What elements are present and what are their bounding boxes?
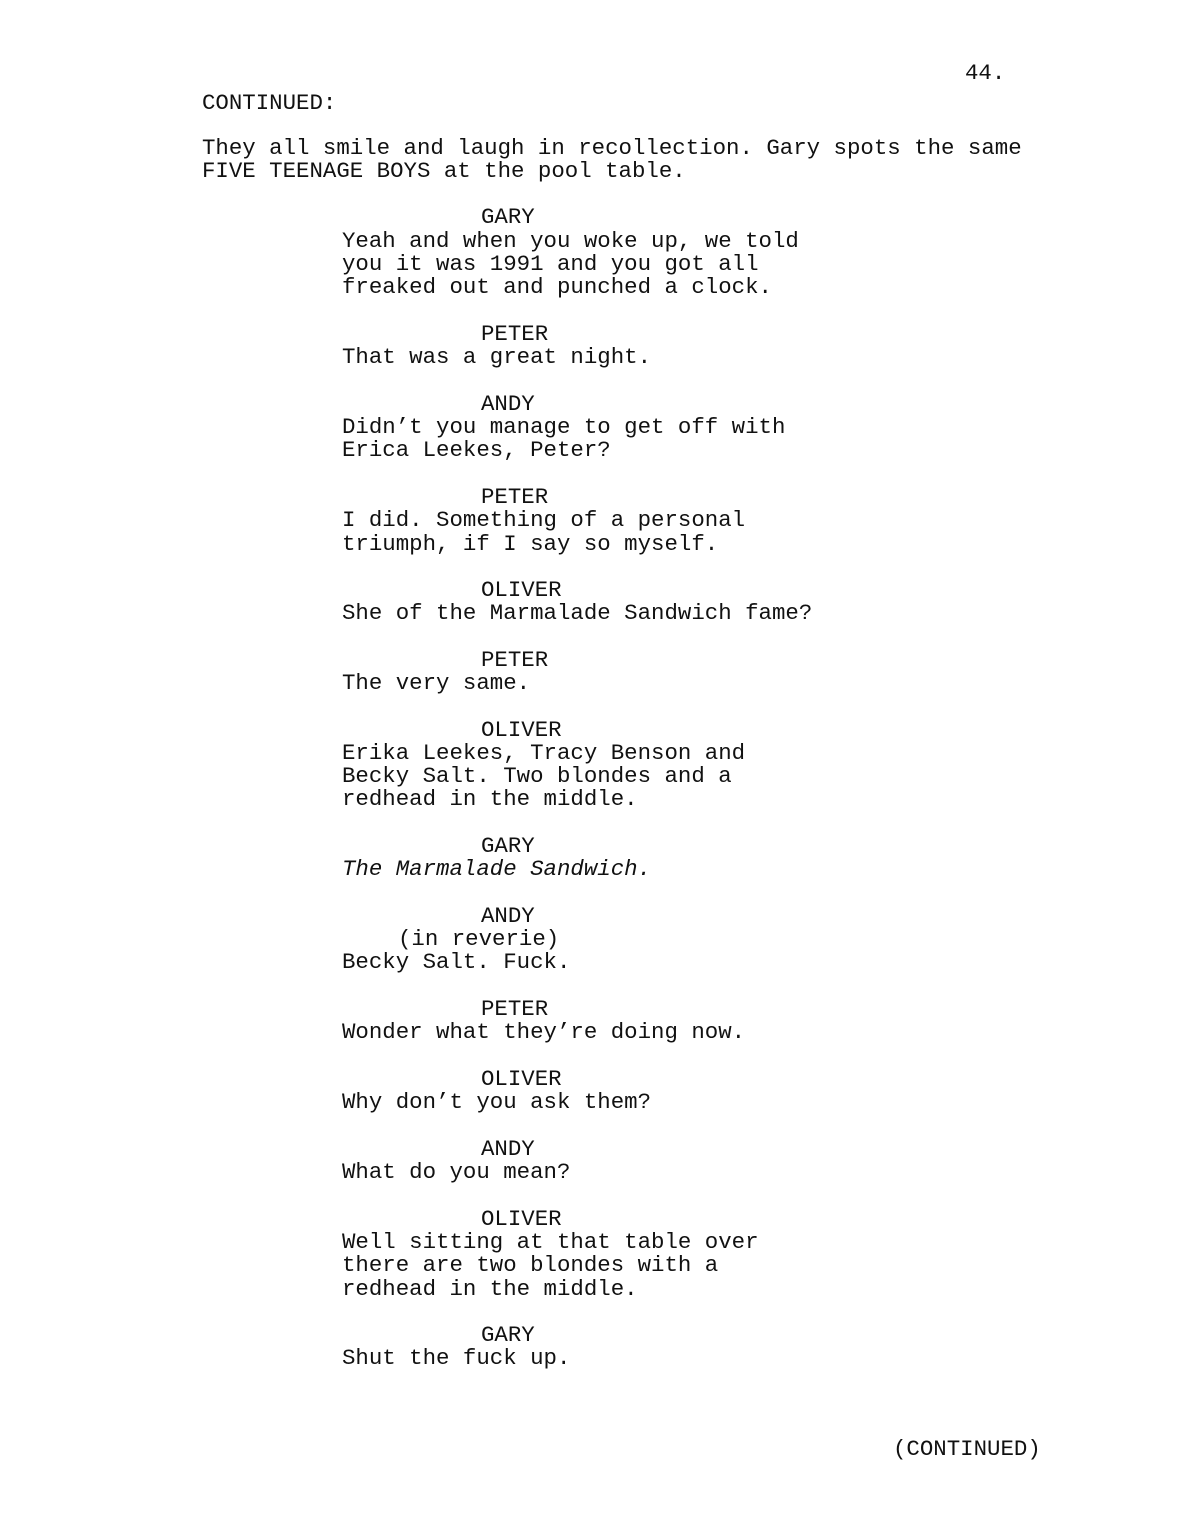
character-cue: GARY [481, 204, 535, 230]
dialogue-line: there are two blondes with a [342, 1252, 719, 1278]
continued-footer: (CONTINUED) [893, 1436, 1041, 1462]
character-cue: OLIVER [481, 1066, 562, 1092]
page-number: 44. [965, 60, 1006, 86]
character-cue: PETER [481, 996, 549, 1022]
action-line: FIVE TEENAGE BOYS at the pool table. [202, 158, 686, 185]
dialogue-line: Becky Salt. Two blondes and a [342, 763, 732, 789]
character-cue: ANDY [481, 903, 535, 929]
character-cue: ANDY [481, 1136, 535, 1162]
parenthetical: (in reverie) [398, 926, 560, 952]
dialogue-line: I did. Something of a personal [342, 507, 746, 533]
action-line: They all smile and laugh in recollection. Gary spots the same [202, 135, 1022, 161]
dialogue-line: Why don’t you ask them? [342, 1089, 652, 1115]
dialogue-line: triumph, if I say so myself. [342, 531, 719, 557]
dialogue-line: Wonder what they’re doing now. [342, 1019, 746, 1045]
dialogue-line: redhead in the middle. [342, 1276, 638, 1302]
action-paragraph [202, 137, 1022, 184]
character-cue: OLIVER [481, 717, 562, 743]
character-cue: PETER [481, 484, 549, 510]
dialogue-line: The Marmalade Sandwich. [342, 856, 652, 882]
dialogue-line: you it was 1991 and you got all [342, 251, 759, 277]
dialogue-line: That was a great night. [342, 344, 652, 370]
character-cue: GARY [481, 833, 535, 859]
dialogue-line: Shut the fuck up. [342, 1345, 571, 1371]
character-cue: OLIVER [481, 1206, 562, 1232]
dialogue-line: Didn’t you manage to get off with [342, 414, 786, 440]
dialogue-line: redhead in the middle. [342, 786, 638, 812]
character-cue: PETER [481, 321, 549, 347]
dialogue-line: Becky Salt. Fuck. [342, 949, 571, 975]
dialogue-line: What do you mean? [342, 1159, 571, 1185]
dialogue-line: Erika Leekes, Tracy Benson and [342, 740, 746, 766]
dialogue-line: Well sitting at that table over [342, 1229, 759, 1255]
character-cue: GARY [481, 1322, 535, 1348]
character-cue: OLIVER [481, 577, 562, 603]
character-cue: PETER [481, 647, 549, 673]
character-cue: ANDY [481, 391, 535, 417]
dialogue-line: Yeah and when you woke up, we told [342, 228, 799, 254]
dialogue-line: Erica Leekes, Peter? [342, 437, 611, 463]
dialogue-line: freaked out and punched a clock. [342, 274, 772, 300]
dialogue-line: She of the Marmalade Sandwich fame? [342, 600, 813, 626]
dialogue-line: The very same. [342, 670, 531, 696]
continued-header: CONTINUED: [202, 90, 337, 116]
